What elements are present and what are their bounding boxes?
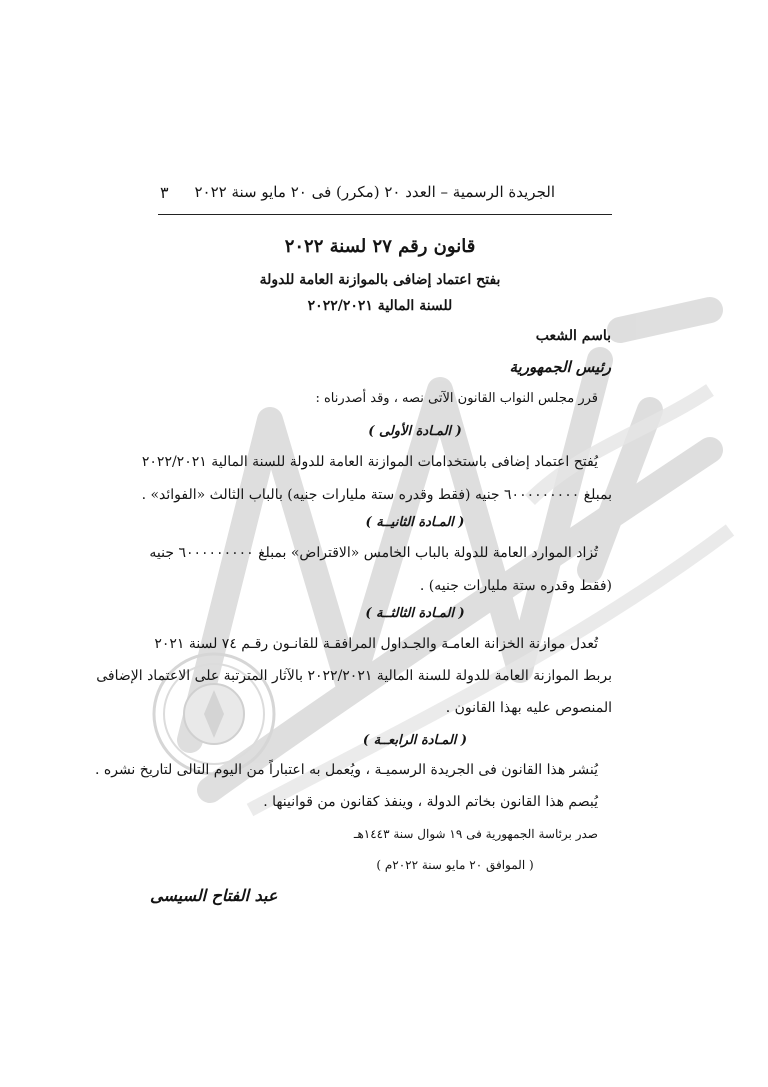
seal-clause: يُبصم هذا القانون بخاتم الدولة ، وينفذ كقانون من قوانينها . [263,794,598,810]
article-line: يُنشر هذا القانون فى الجريدة الرسميـة ، ويُعمل به اعتباراً من اليوم التالى لتاريخ نشره . [94,762,598,778]
article-line: يُفتح اعتماد إضافى باستخدامات الموازنة العامة للدولة للسنة المالية ٢٠٢٢/٢٠٢١ [141,454,598,470]
article-heading: ( المـادة الأولى ) [368,424,462,439]
president-signature: عبد الفتاح السيسى [150,886,278,905]
gregorian-date: ( الموافق ٢٠ مايو سنة ٢٠٢٢م ) [376,858,534,872]
article-line: تُعدل موازنة الخزانة العامـة والجـداول المرافقـة للقانـون رقـم ٧٤ لسنة ٢٠٢١ [154,636,598,652]
article-line: بربط الموازنة العامة للدولة للسنة المالية ٢٠٢٢/٢٠٢١ بالآثار المترتبة على الاعتماد الإضافى [96,668,612,684]
article-line: (فقط وقدره ستة مليارات جنيه) . [419,578,612,594]
fiscal-year-line: للسنة المالية ٢٠٢٢/٢٠٢١ [307,298,453,314]
law-subtitle: بفتح اعتماد إضافى بالموازنة العامة للدولة [259,272,501,288]
article-heading: ( المـادة الثانيــة ) [365,515,465,530]
page-number: ٣ [160,183,169,202]
article-line: بمبلغ ٦٠٠٠٠٠٠٠٠٠ جنيه (فقط وقدره ستة مليارات جنيه) بالباب الثالث «الفوائد» . [141,487,612,503]
header-divider [158,214,612,215]
preamble-president: رئيس الجمهورية [509,358,611,376]
article-heading: ( المـادة الرابعــة ) [362,733,468,748]
preamble-intro: قرر مجلس النواب القانون الآتى نصه ، وقد أصدرناه : [315,391,598,406]
issue-date: صدر برئاسة الجمهورية فى ١٩ شوال سنة ١٤٤٣هـ [353,827,598,841]
preamble-people: باسم الشعب [535,328,611,344]
gazette-header: الجريدة الرسمية – العدد ٢٠ (مكرر) فى ٢٠ مايو سنة ٢٠٢٢ [194,183,555,201]
law-title: قانون رقم ٢٧ لسنة ٢٠٢٢ [284,236,476,257]
article-line: المنصوص عليه بهذا القانون . [445,700,612,716]
article-heading: ( المـادة الثالثــة ) [365,606,465,621]
article-line: تُزاد الموارد العامة للدولة بالباب الخامس «الاقتراض» بمبلغ ٦٠٠٠٠٠٠٠٠٠ جنيه [149,545,598,561]
